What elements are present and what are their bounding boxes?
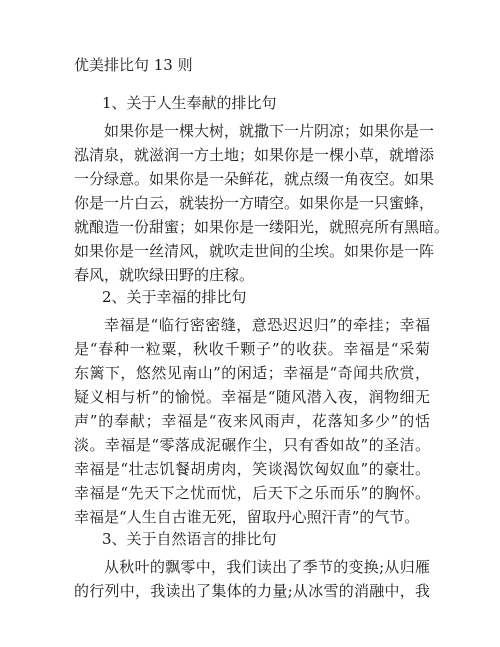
paragraph-line: 如果你是一丝清风，就吹走世间的尘埃。如果你是一阵: [74, 242, 435, 260]
paragraph-line: 声”的奉献；幸福是“夜来风雨声，花落知多少”的恬: [74, 412, 430, 430]
paragraph-line: 就酿造一份甜蜜；如果你是一缕阳光，就照亮所有黑暗。: [74, 218, 450, 236]
section-paragraph-1: [74, 119, 450, 287]
paragraph-line: 疑义相与析”的愉悦。幸福是“随风潜入夜，润物细无: [74, 388, 430, 406]
paragraph-line: 幸福是“先天下之忧而忧，后天下之乐而乐”的胸怀。: [74, 484, 430, 502]
paragraph-line: 你是一片白云，就装扮一方晴空。如果你是一只蜜蜂，: [74, 194, 435, 212]
paragraph-line: 幸福是“临行密密缝，意恐迟迟归”的牵挂；幸福: [104, 316, 430, 334]
paragraph-line: 泓清泉，就滋润一方土地；如果你是一棵小草，就增添: [74, 146, 435, 164]
paragraph-line: 春风，就吹绿田野的庄稼。: [74, 266, 255, 284]
paragraph-line: 幸福是“人生自古谁无死，留取丹心照汗青”的气节。: [74, 508, 420, 526]
section-heading-3: 3、关于自然语言的排比句: [102, 530, 277, 548]
section-heading-2: 2、关于幸福的排比句: [102, 288, 247, 306]
paragraph-line: 如果你是一棵大树，就撒下一片阴凉；如果你是一: [104, 122, 435, 140]
paragraph-line: 是“春种一粒粟，秋收千颗子”的收获。幸福是“采菊: [74, 340, 430, 358]
paragraph-line: 从秋叶的飘零中，我们读出了季节的变换;从归雁: [104, 558, 430, 576]
paragraph-line: 淡。幸福是“零落成泥碾作尘，只有香如故”的圣洁。: [74, 436, 430, 454]
section-paragraph-3: [74, 555, 430, 603]
document-title: 优美排比句 13 则: [74, 56, 193, 74]
paragraph-line: 东篱下，悠然见南山”的闲适；幸福是“奇闻共欣赏，: [74, 364, 430, 382]
paragraph-line: 幸福是“壮志饥餐胡虏肉，笑谈渴饮匈奴血”的豪壮。: [74, 460, 430, 478]
section-heading-1: 1、关于人生奉献的排比句: [102, 94, 277, 112]
section-paragraph-2: [74, 313, 430, 529]
paragraph-line: 的行列中，我读出了集体的力量;从冰雪的消融中，我: [74, 582, 430, 600]
paragraph-line: 一分绿意。如果你是一朵鲜花，就点缀一角夜空。如果: [74, 170, 435, 188]
